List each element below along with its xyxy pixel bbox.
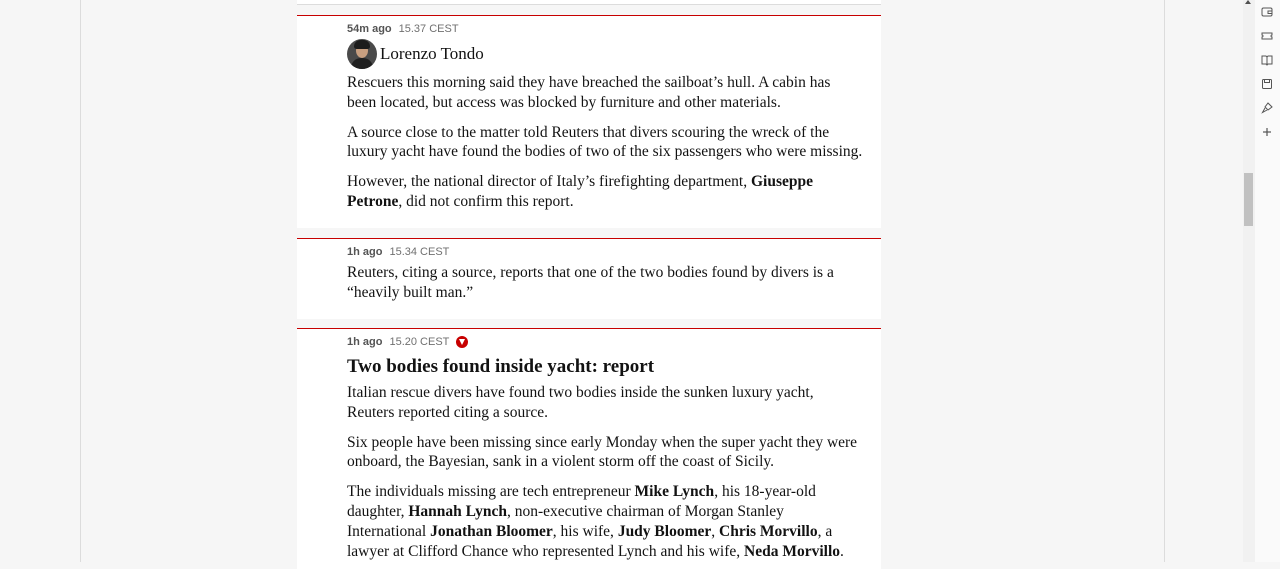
live-blog-entry	[297, 15, 881, 228]
ticket-icon[interactable]	[1261, 30, 1273, 42]
person-name: Giuseppe Petrone	[347, 173, 813, 210]
paintbrush-icon[interactable]	[1261, 102, 1273, 114]
person-name: Neda Morvillo	[744, 542, 840, 560]
previous-entry-card	[297, 0, 881, 5]
entry-timestamp: 15.34 CEST	[389, 246, 450, 258]
scrollbar-track[interactable]	[1243, 0, 1255, 562]
byline	[347, 38, 863, 70]
add-icon[interactable]	[1261, 126, 1273, 138]
person-name: Chris Morvillo	[719, 522, 818, 540]
scroll-up-arrow-icon[interactable]	[1245, 0, 1251, 4]
entry-paragraph: However, the national director of Italy’s firefighting department, Giuseppe Petrone, did not confirm this report.	[347, 173, 813, 210]
person-name: Hannah Lynch	[408, 502, 508, 520]
entry-paragraph: The individuals missing are tech entrepreneur Mike Lynch, his 18-year-old daughter, Hannah Lynch, non-executive chairman of Morgan Stanley International Jonathan Bloomer, his wife, Judy Bloomer, Chris Morvillo, a lawyer at Clifford Chance who represented Lynch and his wife, Neda Morvillo.	[347, 483, 844, 560]
entry-headline: Two bodies found inside yacht: report	[347, 356, 655, 377]
entry-meta	[347, 335, 863, 349]
entry-paragraph: Six people have been missing since early Monday when the super yacht they were onboard, the Bayesian, sank in a violent storm off the coast of Sicily.	[347, 433, 858, 471]
book-icon[interactable]	[1261, 54, 1273, 66]
entry-timestamp: 15.37 CEST	[398, 23, 459, 35]
entry-relative-time[interactable]: 54m ago	[347, 23, 392, 35]
person-name: Judy Bloomer	[617, 522, 712, 540]
entry-paragraph: A source close to the matter told Reuters that divers scouring the wreck of the luxury yacht have found the bodies of two of the six passengers who were missing.	[347, 123, 863, 161]
entry-meta	[347, 22, 863, 36]
wallet-icon[interactable]	[1261, 6, 1273, 18]
key-event-icon	[456, 336, 468, 348]
save-icon[interactable]	[1261, 78, 1273, 90]
live-blog-entry	[297, 238, 881, 319]
entry-meta	[347, 245, 863, 259]
entry-relative-time[interactable]: 1h ago	[347, 336, 383, 348]
entry-timestamp: 15.20 CEST	[389, 336, 450, 348]
entry-paragraph: Italian rescue divers have found two bodies inside the sunken luxury yacht, Reuters reported citing a source.	[347, 384, 814, 421]
scrollbar-thumb[interactable]	[1244, 173, 1253, 226]
live-blog-entry	[297, 328, 881, 569]
author-avatar	[347, 39, 377, 69]
author-name[interactable]: Lorenzo Tondo	[380, 44, 484, 63]
entry-paragraph: Reuters, citing a source, reports that one of the two bodies found by divers is a “heavily built man.”	[347, 264, 834, 301]
entry-paragraph: Rescuers this morning said they have breached the sailboat’s hull. A cabin has been located, but access was blocked by furniture and other materials.	[347, 74, 831, 111]
entry-relative-time[interactable]: 1h ago	[347, 246, 383, 258]
person-name: Mike Lynch	[634, 483, 715, 501]
person-name: Jonathan Bloomer	[430, 522, 553, 540]
